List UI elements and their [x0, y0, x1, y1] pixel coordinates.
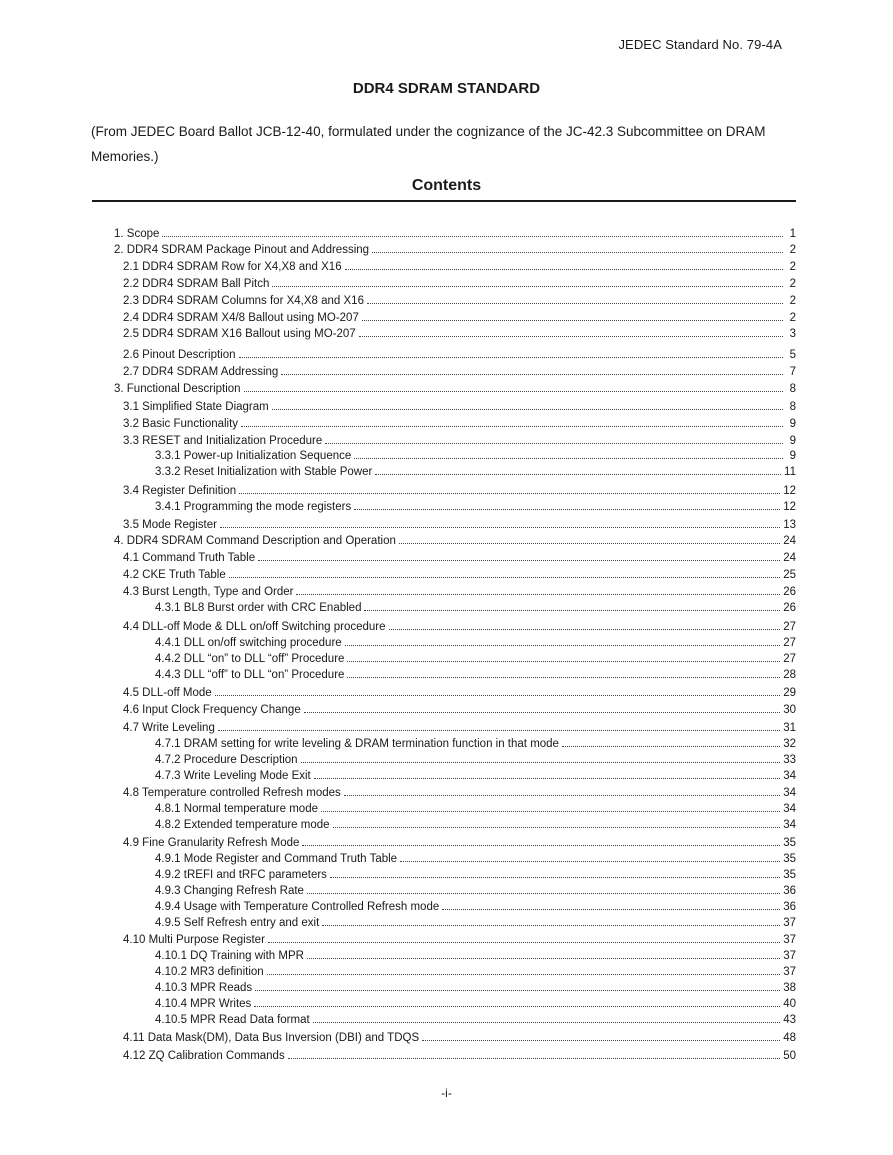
toc-dot-leader: [325, 443, 783, 444]
toc-dot-leader: [562, 746, 780, 747]
toc-entry-page: 3: [789, 328, 796, 340]
toc-dot-leader: [281, 374, 783, 375]
toc-dot-leader: [314, 778, 780, 779]
toc-entry-label: 4.3.1 BL8 Burst order with CRC Enabled: [155, 602, 362, 614]
toc-entry-page: 27: [783, 653, 796, 665]
toc-entry-page: 26: [783, 586, 796, 598]
toc-entry-label: 4.9.3 Changing Refresh Rate: [155, 885, 304, 897]
toc-entry-page: 34: [783, 787, 796, 799]
toc-dot-leader: [359, 336, 783, 337]
toc-dot-leader: [302, 845, 780, 846]
toc-entry-label: 4.9 Fine Granularity Refresh Mode: [123, 837, 300, 849]
document-subtitle: (From JEDEC Board Ballot JCB-12-40, formulated under the cognizance of the JC-42.3 Subcommittee on DRAM Memories.): [91, 124, 766, 164]
toc-dot-leader: [354, 509, 780, 510]
toc-entry[interactable]: [123, 720, 796, 734]
toc-entry-label: 4. DDR4 SDRAM Command Description and Operation: [114, 535, 396, 547]
toc-entry-page: 24: [783, 552, 796, 564]
toc-entry-label: 4.9.1 Mode Register and Command Truth Table: [155, 853, 398, 865]
toc-entry-page: 50: [783, 1050, 796, 1062]
toc-entry-label: 4.7.1 DRAM setting for write leveling & DRAM termination function in that mode: [155, 738, 559, 750]
toc-entry-label: 4.12 ZQ Calibration Commands: [123, 1050, 285, 1062]
toc-dot-leader: [333, 827, 781, 828]
toc-entry[interactable]: [155, 851, 796, 865]
toc-entry[interactable]: [155, 464, 796, 478]
toc-entry-page: 27: [783, 637, 796, 649]
toc-entry[interactable]: [155, 980, 796, 994]
toc-dot-leader: [254, 1006, 780, 1007]
toc-entry-page: 34: [783, 819, 796, 831]
toc-entry-page: 5: [789, 349, 796, 361]
toc-entry-page: 2: [789, 278, 796, 290]
toc-entry[interactable]: [123, 550, 796, 564]
toc-entry[interactable]: [123, 399, 796, 413]
toc-dot-leader: [239, 493, 780, 494]
toc-entry-page: 26: [783, 602, 796, 614]
toc-entry-page: 35: [783, 837, 796, 849]
toc-entry-label: 4.8.2 Extended temperature mode: [155, 819, 330, 831]
toc-entry[interactable]: [123, 364, 796, 378]
toc-entry-label: 2.5 DDR4 SDRAM X16 Ballout using MO-207: [123, 328, 356, 340]
toc-entry-label: 3.4 Register Definition: [123, 485, 237, 497]
toc-entry[interactable]: [123, 1048, 796, 1062]
toc-entry[interactable]: [123, 326, 796, 340]
toc-entry-label: 4.8 Temperature controlled Refresh modes: [123, 787, 341, 799]
toc-entry-label: 2.3 DDR4 SDRAM Columns for X4,X8 and X16: [123, 295, 364, 307]
toc-dot-leader: [400, 861, 780, 862]
toc-entry[interactable]: [155, 883, 796, 897]
toc-entry[interactable]: [155, 499, 796, 513]
toc-entry-label: 4.3 Burst Length, Type and Order: [123, 586, 294, 598]
toc-entry-label: 2.6 Pinout Description: [123, 349, 236, 361]
toc-dot-leader: [375, 474, 781, 475]
toc-entry[interactable]: [123, 785, 796, 799]
toc-entry-page: 35: [783, 869, 796, 881]
toc-entry[interactable]: [155, 996, 796, 1010]
toc-entry[interactable]: [155, 752, 796, 766]
toc-dot-leader: [364, 610, 780, 611]
toc-entry-label: 3.5 Mode Register: [123, 519, 217, 531]
toc-entry-page: 34: [783, 803, 796, 815]
toc-entry[interactable]: [123, 685, 796, 699]
toc-entry[interactable]: [123, 517, 796, 531]
toc-dot-leader: [372, 252, 783, 253]
toc-entry-page: 36: [783, 885, 796, 897]
toc-entry[interactable]: [123, 932, 796, 946]
toc-entry[interactable]: [123, 835, 796, 849]
toc-entry-page: 35: [783, 853, 796, 865]
toc-entry-label: 4.9.4 Usage with Temperature Controlled Refresh mode: [155, 901, 440, 913]
toc-entry-page: 2: [789, 244, 796, 256]
toc-dot-leader: [218, 730, 780, 731]
toc-dot-leader: [313, 1022, 781, 1023]
toc-dot-leader: [220, 527, 780, 528]
toc-dot-leader: [321, 811, 780, 812]
toc-entry-page: 28: [783, 669, 796, 681]
toc-entry-label: 3.3.2 Reset Initialization with Stable Power: [155, 466, 373, 478]
toc-entry-label: 2. DDR4 SDRAM Package Pinout and Addressing: [114, 244, 370, 256]
toc-dot-leader: [272, 286, 783, 287]
toc-entry-page: 9: [789, 450, 796, 462]
toc-entry[interactable]: [155, 899, 796, 913]
toc-entry[interactable]: [123, 276, 796, 290]
toc-entry[interactable]: [123, 702, 796, 716]
toc-entry-label: 4.10.5 MPR Read Data format: [155, 1014, 310, 1026]
toc-entry-label: 4.10.4 MPR Writes: [155, 998, 252, 1010]
toc-dot-leader: [255, 990, 780, 991]
toc-entry[interactable]: [155, 964, 796, 978]
toc-dot-leader: [272, 409, 783, 410]
page-number: -i-: [441, 1086, 452, 1100]
toc-dot-leader: [307, 958, 780, 959]
toc-dot-leader: [288, 1058, 780, 1059]
toc-dot-leader: [215, 695, 781, 696]
toc-dot-leader: [367, 303, 783, 304]
toc-entry-page: 48: [783, 1032, 796, 1044]
toc-dot-leader: [244, 391, 783, 392]
toc-entry[interactable]: [123, 567, 796, 581]
toc-dot-leader: [241, 426, 783, 427]
toc-entry-label: 4.10.2 MR3 definition: [155, 966, 264, 978]
toc-entry-page: 27: [783, 621, 796, 633]
toc-entry-label: 4.4.1 DLL on/off switching procedure: [155, 637, 342, 649]
toc-entry-page: 2: [789, 295, 796, 307]
toc-entry-page: 29: [783, 687, 796, 699]
toc-entry-page: 9: [789, 418, 796, 430]
toc-entry-page: 11: [784, 466, 796, 478]
toc-dot-leader: [399, 543, 780, 544]
toc-entry[interactable]: [155, 915, 796, 929]
toc-dot-leader: [258, 560, 780, 561]
toc-entry-page: 13: [783, 519, 796, 531]
toc-entry-label: 2.4 DDR4 SDRAM X4/8 Ballout using MO-207: [123, 312, 359, 324]
toc-dot-leader: [322, 925, 780, 926]
toc-entry[interactable]: [123, 293, 796, 307]
toc-entry-label: 4.4.3 DLL “off” to DLL “on” Procedure: [155, 669, 345, 681]
toc-entry-page: 9: [789, 435, 796, 447]
toc-dot-leader: [345, 269, 783, 270]
toc-entry-label: 4.5 DLL-off Mode: [123, 687, 212, 699]
toc-dot-leader: [268, 942, 780, 943]
page-header: JEDEC Standard No. 79-4A: [618, 37, 782, 52]
toc-dot-leader: [362, 320, 783, 321]
toc-entry[interactable]: [114, 381, 796, 395]
toc-dot-leader: [307, 893, 780, 894]
toc-entry[interactable]: [123, 584, 796, 598]
toc-entry-label: 4.9.2 tREFI and tRFC parameters: [155, 869, 327, 881]
document-title: DDR4 SDRAM STANDARD: [352, 80, 541, 97]
toc-entry-page: 40: [783, 998, 796, 1010]
toc-dot-leader: [347, 661, 780, 662]
toc-entry-label: 4.4 DLL-off Mode & DLL on/off Switching procedure: [123, 621, 386, 633]
toc-entry-page: 43: [783, 1014, 796, 1026]
toc-entry-page: 36: [783, 901, 796, 913]
toc-entry-label: 3.2 Basic Functionality: [123, 418, 239, 430]
toc-entry-label: 4.7 Write Leveling: [123, 722, 215, 734]
toc-dot-leader: [304, 712, 780, 713]
toc-entry[interactable]: [123, 416, 796, 430]
toc-entry-page: 37: [783, 966, 796, 978]
toc-dot-leader: [301, 762, 781, 763]
toc-entry-page: 8: [789, 383, 796, 395]
toc-dot-leader: [267, 974, 781, 975]
toc-entry-label: 2.7 DDR4 SDRAM Addressing: [123, 366, 279, 378]
toc-dot-leader: [442, 909, 780, 910]
toc-entry[interactable]: [155, 768, 796, 782]
toc-entry[interactable]: [123, 483, 796, 497]
toc-dot-leader: [345, 645, 781, 646]
toc-entry-label: 4.10.3 MPR Reads: [155, 982, 253, 994]
toc-entry-page: 37: [783, 917, 796, 929]
toc-entry-page: 32: [783, 738, 796, 750]
toc-dot-leader: [422, 1040, 780, 1041]
toc-entry-label: 4.7.3 Write Leveling Mode Exit: [155, 770, 311, 782]
toc-entry-label: 1. Scope: [114, 228, 160, 240]
toc-entry-label: 2.1 DDR4 SDRAM Row for X4,X8 and X16: [123, 261, 342, 273]
toc-entry[interactable]: [155, 801, 796, 815]
toc-entry-label: 3.1 Simplified State Diagram: [123, 401, 269, 413]
toc-entry[interactable]: [155, 817, 796, 831]
toc-entry-page: 2: [789, 261, 796, 273]
contents-heading: Contents: [411, 177, 482, 194]
toc-dot-leader: [354, 458, 783, 459]
toc-entry-page: 38: [783, 982, 796, 994]
toc-dot-leader: [296, 594, 780, 595]
toc-dot-leader: [389, 629, 781, 630]
toc-entry-label: 4.2 CKE Truth Table: [123, 569, 226, 581]
toc-entry-page: 33: [783, 754, 796, 766]
toc-entry[interactable]: [155, 448, 796, 462]
toc-entry-label: 4.9.5 Self Refresh entry and exit: [155, 917, 320, 929]
toc-entry-label: 4.1 Command Truth Table: [123, 552, 256, 564]
toc-entry[interactable]: [123, 259, 796, 273]
toc-entry[interactable]: [123, 1030, 796, 1044]
toc-entry-page: 34: [783, 770, 796, 782]
toc-entry[interactable]: [155, 948, 796, 962]
toc-entry[interactable]: [155, 600, 796, 614]
toc-entry-label: 3.3.1 Power-up Initialization Sequence: [155, 450, 352, 462]
toc-dot-leader: [344, 795, 780, 796]
toc-entry-page: 24: [783, 535, 796, 547]
toc-entry-label: 3. Functional Description: [114, 383, 241, 395]
toc-entry[interactable]: [123, 310, 796, 324]
toc-entry-label: 4.11 Data Mask(DM), Data Bus Inversion (DBI) and TDQS: [123, 1032, 420, 1044]
toc-entry-label: 3.4.1 Programming the mode registers: [155, 501, 352, 513]
toc-entry-page: 12: [783, 501, 796, 513]
toc-dot-leader: [330, 877, 780, 878]
toc-entry-label: 4.4.2 DLL “on” to DLL “off” Procedure: [155, 653, 345, 665]
toc-entry-label: 4.7.2 Procedure Description: [155, 754, 298, 766]
toc-entry-label: 2.2 DDR4 SDRAM Ball Pitch: [123, 278, 270, 290]
toc-dot-leader: [162, 236, 783, 237]
toc-entry[interactable]: [155, 867, 796, 881]
toc-dot-leader: [239, 357, 783, 358]
toc-entry-label: 3.3 RESET and Initialization Procedure: [123, 435, 323, 447]
toc-entry[interactable]: [155, 635, 796, 649]
toc-entry-page: 12: [783, 485, 796, 497]
toc-entry-label: 4.6 Input Clock Frequency Change: [123, 704, 301, 716]
toc-dot-leader: [347, 677, 780, 678]
toc-entry[interactable]: [155, 651, 796, 665]
toc-entry-page: 8: [789, 401, 796, 413]
heading-divider: [92, 200, 796, 202]
toc-dot-leader: [229, 577, 780, 578]
toc-entry-page: 25: [783, 569, 796, 581]
toc-entry-page: 2: [789, 312, 796, 324]
toc-entry-label: 4.10 Multi Purpose Register: [123, 934, 265, 946]
toc-entry[interactable]: [155, 1012, 796, 1026]
toc-entry[interactable]: [123, 433, 796, 447]
toc-entry-page: 37: [783, 934, 796, 946]
toc-entry-label: 4.8.1 Normal temperature mode: [155, 803, 318, 815]
toc-entry-page: 1: [789, 228, 796, 240]
toc-entry[interactable]: [123, 619, 796, 633]
toc-entry-page: 37: [783, 950, 796, 962]
toc-entry[interactable]: [123, 347, 796, 361]
toc-entry[interactable]: [114, 226, 796, 240]
toc-entry-page: 30: [783, 704, 796, 716]
toc-entry-page: 7: [789, 366, 796, 378]
toc-entry[interactable]: [155, 667, 796, 681]
toc-entry[interactable]: [114, 242, 796, 256]
toc-entry[interactable]: [155, 736, 796, 750]
toc-entry-label: 4.10.1 DQ Training with MPR: [155, 950, 304, 962]
toc-entry-page: 31: [783, 722, 796, 734]
toc-entry[interactable]: [114, 533, 796, 547]
